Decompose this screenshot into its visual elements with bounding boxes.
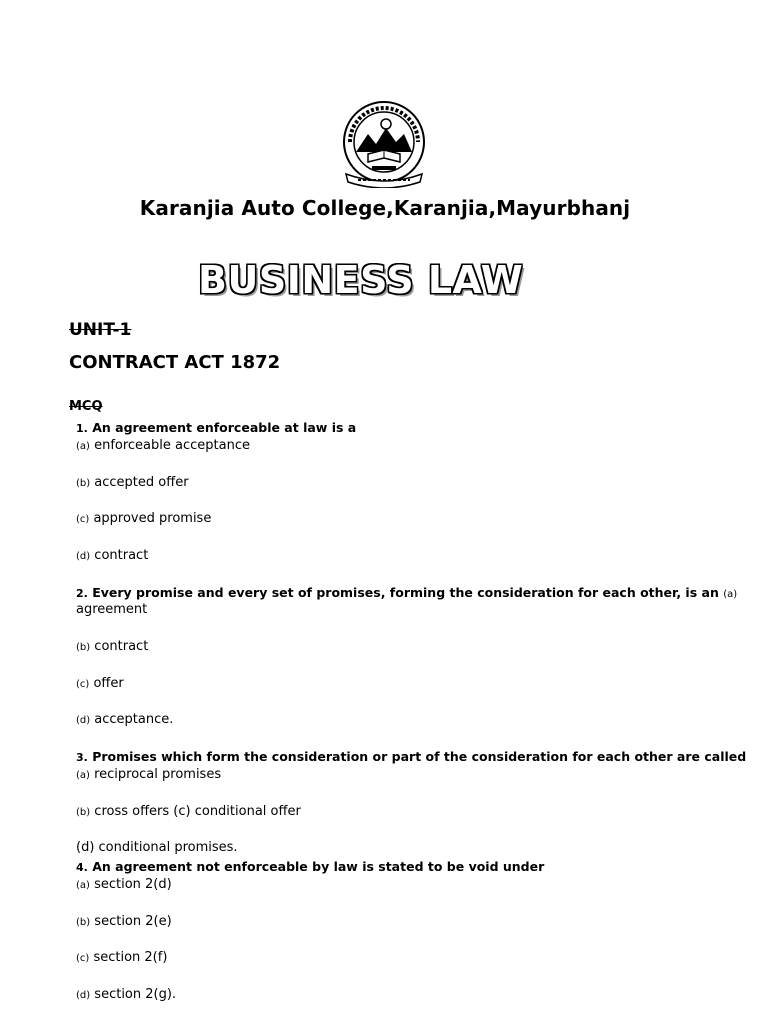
option-4c: (c) section 2(f) bbox=[76, 950, 168, 965]
option-4b: (b) section 2(e) bbox=[76, 914, 172, 929]
question-text: Promises which form the consideration or part of the consideration for each other are called bbox=[92, 749, 747, 764]
question-2 bbox=[76, 585, 737, 600]
option-1d: (d) contract bbox=[76, 548, 149, 563]
question-number: 3. bbox=[76, 751, 88, 764]
option-4d: (d) section 2(g). bbox=[76, 987, 177, 1002]
act-heading: CONTRACT ACT 1872 bbox=[69, 352, 281, 373]
question-number: 4. bbox=[76, 861, 88, 874]
option-2a: agreement bbox=[76, 602, 148, 617]
option-1a: (a) enforceable acceptance bbox=[76, 438, 250, 453]
question-number: 1. bbox=[76, 422, 88, 435]
option-1c: (c) approved promise bbox=[76, 511, 212, 526]
option-4a: (a) section 2(d) bbox=[76, 877, 172, 892]
unit-heading: UNIT-1 bbox=[69, 320, 132, 340]
question-text: An agreement enforceable at law is a bbox=[92, 420, 357, 435]
question-1 bbox=[76, 420, 356, 435]
option-2c: (c) offer bbox=[76, 676, 124, 691]
college-name: Karanjia Auto College,Karanjia,Mayurbhanj bbox=[139, 196, 631, 220]
question-3 bbox=[76, 749, 746, 764]
question-number: 2. bbox=[76, 587, 88, 600]
option-label: (a) bbox=[723, 589, 738, 600]
option-3d: (d) conditional promises. bbox=[76, 840, 238, 855]
question-4 bbox=[76, 859, 544, 874]
option-3a: (a) reciprocal promises bbox=[76, 767, 222, 782]
question-text: An agreement not enforceable by law is stated to be void under bbox=[92, 859, 545, 874]
question-text: Every promise and every set of promises, forming the consideration for each other, is an bbox=[92, 585, 719, 600]
option-2d: (d) acceptance. bbox=[76, 712, 174, 727]
mcq-heading: MCQ bbox=[69, 399, 103, 414]
college-seal-logo bbox=[334, 100, 434, 188]
option-1b: (b) accepted offer bbox=[76, 475, 189, 490]
option-2b: (b) contract bbox=[76, 639, 149, 654]
subject-title: BUSINESS LAW bbox=[198, 258, 524, 302]
option-3b: (b) cross offers (c) conditional offer bbox=[76, 804, 301, 819]
